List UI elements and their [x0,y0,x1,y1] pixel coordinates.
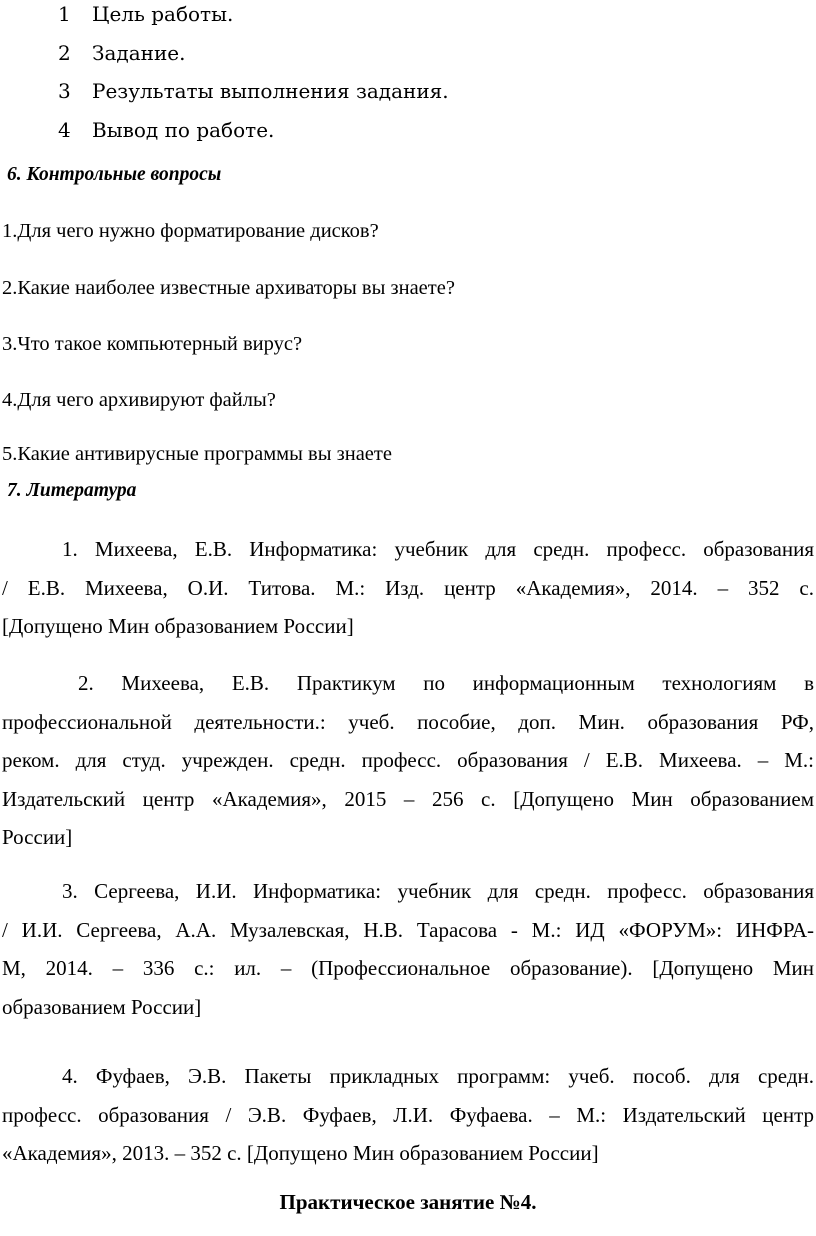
list-item-number: 4 [58,117,71,142]
list-item-text: Задание. [92,40,186,65]
reference-line: 2. Михеева, Е.В. Практикум по информационным технологиям в [78,671,814,695]
reference-entry [2,664,814,857]
section-heading-control-questions: 6. Контрольные вопросы [7,164,222,185]
list-item [58,111,449,150]
reference-line: России] [2,825,73,849]
reference-line: М, 2014. – 336 с.: ил. – (Профессиональное образование). [Допущено Мин [2,956,814,980]
numbered-list [58,0,449,149]
list-item [58,0,449,34]
reference-line: 3. Сергеева, И.И. Информатика: учебник для средн. професс. образования [62,879,814,903]
list-item [58,34,449,73]
list-item-text: Вывод по работе. [92,117,275,142]
list-item-number: 3 [58,79,71,104]
list-item-text: Цель работы. [92,2,234,27]
section-heading-literature: 7. Литература [7,480,137,501]
reference-line: «Академия», 2013. – 352 с. [Допущено Мин образованием России] [2,1141,599,1165]
question-item: 4.Для чего архивируют файлы? [2,389,276,411]
reference-line: профессиональной деятельности.: учеб. пособие, доп. Мин. образования РФ, [2,709,814,734]
question-item: 2.Какие наиболее известные архиваторы вы знаете? [2,277,455,299]
reference-line: 1. Михеева, Е.В. Информатика: учебник для средн. професс. образования [62,537,814,561]
list-item [58,72,449,111]
list-item-number: 1 [58,2,71,27]
reference-line: Издательский центр «Академия», 2015 – 256 с. [Допущено Мин образованием [2,786,814,811]
reference-line: професс. образования / Э.В. Фуфаев, Л.И. Фуфаева. – М.: Издательский центр [2,1102,814,1127]
reference-line: образованием России] [2,994,202,1019]
list-item-number: 2 [58,40,71,65]
reference-entry [2,872,814,1026]
question-item: 1.Для чего нужно форматирование дисков? [2,220,379,242]
reference-line: [Допущено Мин образованием России] [2,614,354,638]
reference-entry [2,530,814,646]
question-item: 3.Что такое компьютерный вирус? [2,333,303,355]
reference-line: / И.И. Сергеева, А.А. Музалевская, Н.В. Тарасова - М.: ИД «ФОРУМ»: ИНФРА- [2,917,814,942]
reference-entry [2,1057,814,1173]
reference-line: реком. для студ. учрежден. средн. професс. образования / Е.В. Михеева. – М.: [2,748,814,772]
practical-lesson-title: Практическое занятие №4. [279,1190,537,1214]
reference-line: / Е.В. Михеева, О.И. Титова. М.: Изд. центр «Академия», 2014. – 352 с. [2,575,814,600]
list-item-text: Результаты выполнения задания. [92,79,449,104]
question-item: 5.Какие антивирусные программы вы знаете [2,443,392,465]
reference-line: 4. Фуфаев, Э.В. Пакеты прикладных программ: учеб. пособ. для средн. [62,1064,814,1088]
